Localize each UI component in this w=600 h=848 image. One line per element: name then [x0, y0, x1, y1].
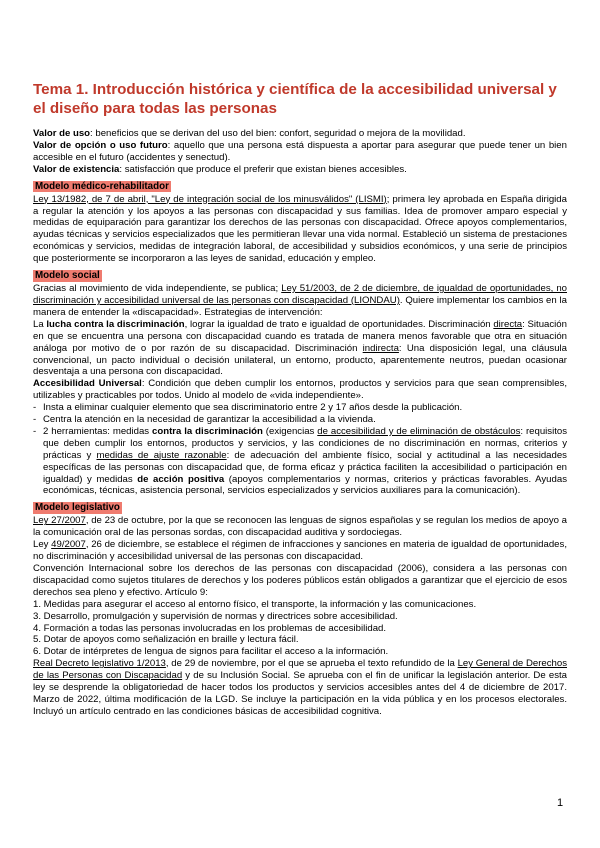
discriminacion-paragraph: [33, 319, 567, 379]
lismi-law-link[interactable]: Ley 13/1982, de 7 de abril, "Ley de integración social de los minusválidos" (LISMI): [33, 193, 387, 205]
lgd-link[interactable]: Ley General de Derechos de las Personas con Discapacidad: [33, 658, 567, 682]
social-intro-text: Gracias al movimiento de vida independiente, se publica;: [33, 283, 282, 295]
ley27-text: , de 23 de octubre, por la que se reconocen las lenguas de signos españolas y se regulan los medios de apoyo a la comunicación oral de las personas sordas, con discapacidad auditiva y sordociegas.: [33, 515, 567, 539]
rd-text: , de 29 de noviembre, por el que se aprueba el texto refundido de la: [165, 658, 458, 670]
articulo-item: 6. Dotar de intérpretes de lengua de signos para facilitar el acceso a la información.: [33, 646, 389, 658]
b3-term-discriminacion: contra la discriminación: [152, 425, 263, 437]
ley27-paragraph: [33, 515, 567, 539]
document-title: Tema 1. Introducción histórica y científica de la accesibilidad universal y el diseño para todas las personas: [33, 81, 557, 117]
list-item: [33, 402, 567, 414]
indirecta-text: : Una disposición legal, una cláusula convencional, un pacto individual o decisión unilateral, un entorno, producto, aparentemente neutros, puedan ocasionar desventaja a una persona con discapacidad.: [33, 342, 567, 378]
indirecta-term: indirecta: [362, 342, 399, 354]
accesibilidad-text: : Condición que deben cumplir los entornos, productos y servicios para que sean comprensibles, utilizables y practicables por todos. Unido al modelo de «vida independiente».: [33, 378, 567, 402]
b3-b: : requisitos que deben cumplir los entornos, productos y servicios, y las condiciones de no discriminación en normas, criterios y prácticas y: [43, 425, 568, 461]
bullet-text: Centra la atención en la necesidad de garantizar la accesibilidad a la vivienda.: [43, 414, 376, 426]
valor-existencia: [33, 164, 567, 176]
section-heading-social: Modelo social: [35, 270, 100, 282]
b3-link-ajuste: medidas de ajuste razonable: [96, 449, 227, 461]
valor-opcion-text: : aquello que una persona está dispuesta a aportar para asegurar que puede tener un bien accesible en el futuro (accidentes y senectud).: [33, 139, 567, 163]
accesibilidad-term: Accesibilidad Universal: [33, 378, 142, 390]
rd-end: y de su Inclusión Social. Se aprueba con el fin de unificar la legislación anterior. De esta ley se desprende la obligatoriedad de hacer todos los productos y servicios accesibles antes del 4 de diciembre de 2017. Marzo de 2022, última modificación de la LGD. Se incluye la participación en la vida pública y en los procesos electorales. Incluyó un artículo centrado en las condiciones básicas de accesibilidad cognitiva.: [33, 670, 567, 717]
document-page: [33, 80, 567, 718]
ley49-paragraph: [33, 539, 567, 563]
directa-text: : Situación en que se encuentra una persona con discapacidad cuando es tratada de manera menos favorable que otra en situación análoga por motivo de o por razón de su discapacidad. Discriminación: [33, 318, 567, 354]
list-item: [33, 414, 567, 426]
articulo-item: 3. Desarrollo, promulgación y supervisión de normas y directrices sobre accesibilidad.: [33, 610, 398, 622]
articulo-item: 4. Formación a todas las personas involucradas en los problemas de accesibilidad.: [33, 622, 387, 634]
bullet-text: Insta a eliminar cualquier elemento que sea discriminatorio entre 2 y 17 años desde la publicación.: [43, 402, 463, 414]
b3-d: (apoyos complementarios y normas, criterios y prácticas favorables. Ayudas económicas, técnicas, asistencia personal, servicios especializados y servicios auxiliares para la comunicación).: [43, 473, 567, 497]
valor-uso: [33, 128, 567, 140]
valor-existencia-text: : satisfacción que produce el preferir que existan bienes accesibles.: [119, 163, 407, 175]
b3-c: : de adecuación del ambiente físico, social y actitudinal a las necesidades específicas de las personas con discapacidad que, de forma eficaz y práctica faciliten la accesibilidad o participación en igualdad) y medidas: [43, 449, 567, 485]
lucha-term: lucha contra la discriminación: [46, 318, 185, 330]
rd-paragraph: [33, 658, 567, 718]
ley49-text: , 26 de diciembre, se establece el régimen de infracciones y sanciones en materia de igualdad de oportunidades, no discriminación y accesibilidad universal de las personas con discapacidad.: [33, 539, 567, 563]
b3-pre: 2 herramientas: medidas: [43, 425, 153, 437]
b3-a: (exigencias: [262, 425, 318, 437]
dash-marker: -: [33, 414, 37, 426]
medico-text: ; primera ley aprobada en España dirigida a regular la atención y los apoyos a las personas con discapacidad y sus familias. Idea de promover amparo especial y medidas de equiparación para garantizar los derechos de las personas con discapacidad. Ofrece apoyos complementarios, ayudas técnicas y servicios especializados que les permitieran llevar una vida normal. Estableció un sistema de prestaciones económicas y servicios, medidas de integración laboral, de accesibilidad y subsidios económicos, y una serie de principios que posteriormente se incorporaron a las leyes de sanidad, educación y empleo.: [33, 193, 567, 265]
articulo-item: 1. Medidas para asegurar el acceso al entorno físico, el transporte, la información y las comunicaciones.: [33, 598, 477, 610]
valor-uso-text: : beneficios que se derivan del uso del bien: confort, seguridad o mejora de la movilidad.: [90, 128, 466, 139]
medico-paragraph: [33, 194, 567, 265]
valor-opcion: [33, 140, 567, 164]
section-heading-legislativo: Modelo legislativo: [35, 502, 120, 514]
directa-term: directa: [493, 318, 523, 330]
ley27-link[interactable]: Ley 27/2007: [33, 515, 86, 527]
rd-link[interactable]: Real Decreto legislativo 1/2013: [33, 658, 166, 670]
section-heading-medico: Modelo médico-rehabilitador: [35, 180, 169, 192]
list-item: [33, 426, 567, 497]
ley49-link[interactable]: 49/2007: [51, 539, 86, 551]
convencion-paragraph: Convención Internacional sobre los derechos de las personas con discapacidad (2006), considera a las personas con discapacidad como sujetos titulares de derechos y los poderes públicos están obligados a garantizar que el ejercicio de esos derechos sea pleno y efectivo. Artículo 9:: [33, 563, 567, 598]
social-intro-end: . Quiere implementar los cambios en la manera de entender la «discapacidad». Estrategias de intervención:: [33, 294, 567, 318]
b3-link-obstaculos: de accesibilidad y de eliminación de obstáculos: [317, 425, 521, 437]
valor-opcion-term: Valor de opción o uso futuro: [33, 139, 168, 151]
b3-term-accion-positiva: de acción positiva: [137, 473, 225, 485]
accesibilidad-paragraph: [33, 378, 567, 402]
articulo-item: 5. Dotar de apoyos como señalización en braille y lectura fácil.: [33, 634, 299, 646]
liondau-law-link[interactable]: Ley 51/2003, de 2 de diciembre, de igualdad de oportunidades, no discriminación y accesibilidad universal de las personas con discapacidad (LIONDAU): [33, 283, 567, 306]
dash-marker: -: [33, 425, 37, 437]
page-number: 1: [557, 797, 564, 809]
social-intro: [33, 283, 567, 319]
dash-marker: -: [33, 402, 37, 414]
valor-existencia-term: Valor de existencia: [33, 163, 120, 175]
lucha-pre: La: [33, 318, 47, 330]
valor-uso-term: Valor de uso: [33, 128, 91, 139]
ley49-pre: Ley: [33, 539, 52, 551]
lucha-text: , lograr la igualdad de trato e igualdad de oportunidades. Discriminación: [184, 318, 494, 330]
